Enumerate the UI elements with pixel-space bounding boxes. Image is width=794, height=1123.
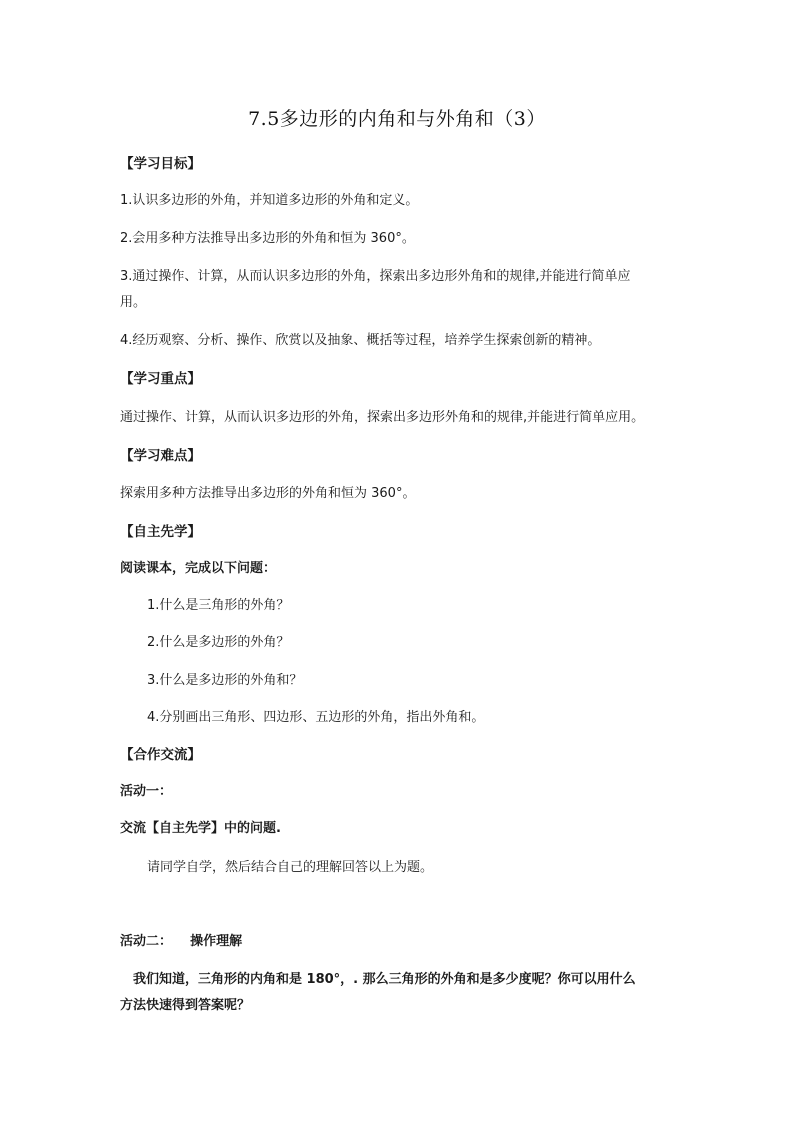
activity2-text-line2: 方法快速得到答案呢？ [120, 998, 251, 1013]
self-study-question: 2.什么是多边形的外角？ [147, 635, 290, 650]
self-study-question: 1.什么是三角形的外角？ [147, 598, 290, 613]
self-study-intro: 阅读课本，完成以下问题： [120, 561, 277, 576]
self-study-heading: 【自主先学】 [120, 524, 201, 540]
activity1-text: 请同学自学，然后结合自己的理解回答以上为题。 [147, 860, 434, 875]
objectives-heading: 【学习目标】 [120, 156, 201, 172]
key-points-text: 通过操作、计算，从而认识多边形的外角，探索出多边形外角和的规律,并能进行简单应用。 [120, 410, 645, 425]
difficulties-heading: 【学习难点】 [120, 448, 201, 464]
objective-item: 2.会用多种方法推导出多边形的外角和恒为 360°。 [120, 231, 415, 246]
self-study-question: 3.什么是多边形的外角和？ [147, 673, 303, 688]
difficulties-text: 探索用多种方法推导出多边形的外角和恒为 360°。 [120, 486, 416, 501]
objective-item: 3.通过操作、计算，从而认识多边形的外角，探索出多边形外角和的规律,并能进行简单应 [120, 269, 631, 284]
activity2-text-line1: 我们知道，三角形的内角和是 180°，. 那么三角形的外角和是多少度呢？你可以用什么 [133, 972, 636, 987]
activity1-subtitle: 交流【自主先学】中的问题. [120, 821, 281, 836]
objective-item-continued: 用。 [120, 295, 147, 310]
objective-item: 1.认识多边形的外角，并知道多边形的外角和定义。 [120, 193, 419, 208]
objective-item: 4.经历观察、分析、操作、欣赏以及抽象、概括等过程，培养学生探索创新的精神。 [120, 333, 601, 348]
self-study-question: 4.分别画出三角形、四边形、五边形的外角，指出外角和。 [147, 710, 485, 725]
key-points-heading: 【学习重点】 [120, 371, 201, 387]
cooperation-heading: 【合作交流】 [120, 747, 201, 763]
page-title: 7.5多边形的内角和与外角和（3） [248, 108, 546, 130]
activity1-title: 活动一： [120, 784, 173, 799]
activity2-title: 活动二： 操作理解 [120, 934, 243, 949]
